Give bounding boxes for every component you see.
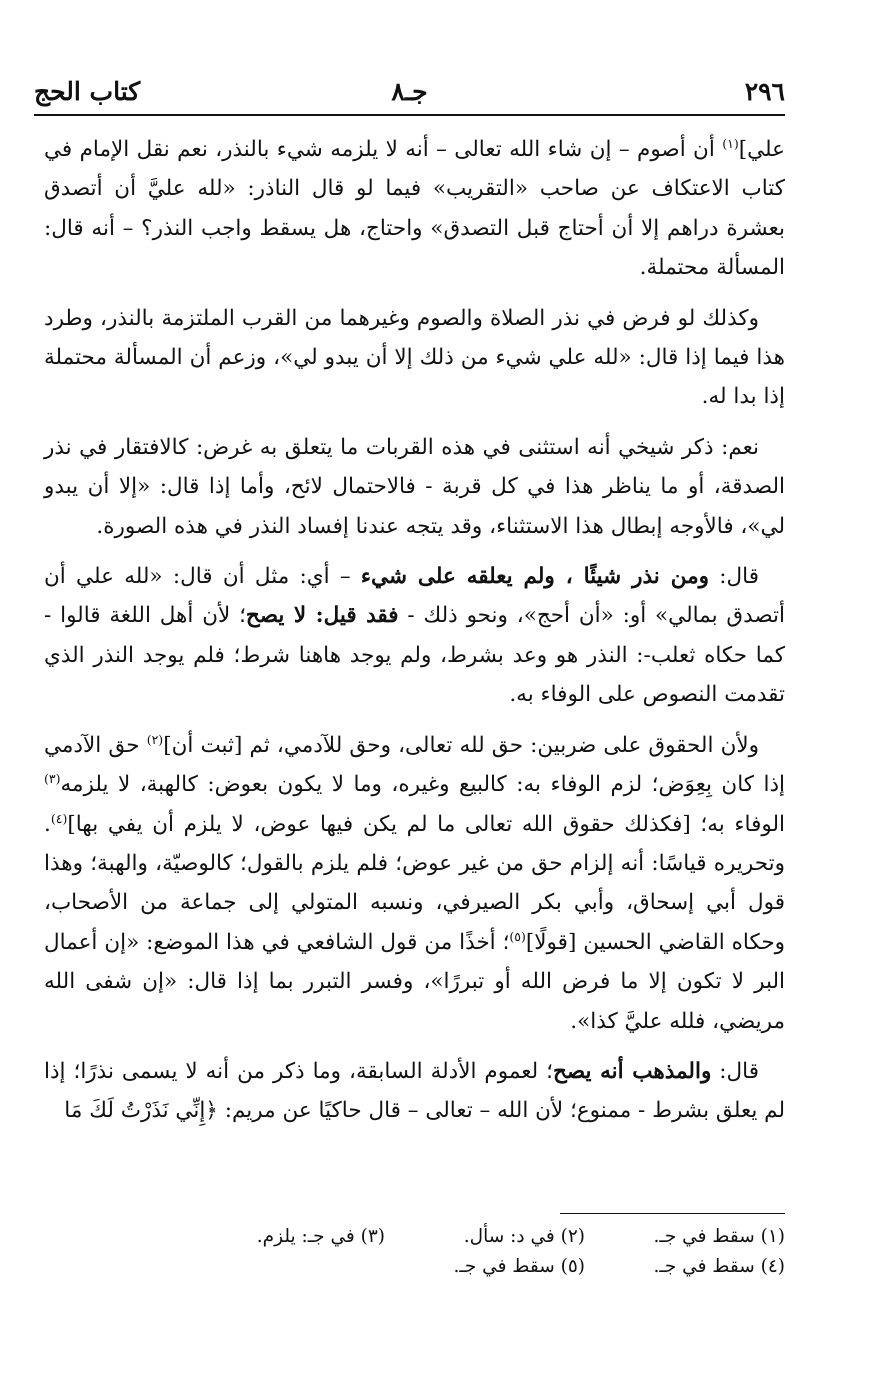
footnote-rule: [560, 1213, 785, 1214]
footnote-row: [160, 1252, 785, 1282]
bold-matn-text: ومن نذر شيئًا ، ولم يعلقه على شيء: [360, 564, 709, 590]
volume-label: جـ٨: [391, 77, 428, 106]
paragraph: [44, 726, 785, 1041]
text-run: قال:: [711, 1058, 759, 1084]
text-run: . وتحريره قياسًا: أنه إلزام حق من غير عوض؛ فلم يلزم بالقول؛ كالوصيّة، والهبة؛ وهذا قول أبي إسحاق، وأبي بكر الصيرفي، ونسبه المتولي إلى جماعة من الأصحاب، وحكاه القاضي الحسين [قولًا]: [44, 811, 785, 955]
footnote: [385, 1222, 585, 1252]
footnote-number: (١): [760, 1226, 785, 1247]
text-run: نعم: ذكر شيخي أنه استثنى في هذه القربات ما يتعلق به غرض: كالافتقار في نذر الصدقة، أو ما يناظر هذا في كل قربة - فالاحتمال لائح، وأما إذا قال: «إلا أن يبدو لي»، فالأوجه إبطال هذا الاستثناء، وقد يتجه عندنا إفساد النذر في هذه الصورة.: [44, 434, 785, 539]
running-header: [34, 62, 785, 106]
footnote-number: (٣): [360, 1226, 385, 1247]
paragraph: [44, 130, 785, 288]
footnote: [585, 1252, 785, 1282]
text-run: وكذلك لو فرض في نذر الصلاة والصوم وغيرهما من القرب الملتزمة بالنذر، وطرد هذا فيما إذا قال: «لله علي شيء من ذلك إلا أن يبدو لي»، وزعم أن المسألة محتملة إذا بدا له.: [44, 305, 785, 410]
footnote-reference: (٣): [44, 770, 61, 786]
text-run: ؛ لعموم الأدلة السابقة، وما ذكر من أنه لا يسمى نذرًا؛ إذا لم يعلق بشرط - ممنوع؛ لأن الله – تعالى – قال حاكيًا عن مريم: ﴿إِنِّي نَذَرْتُ لَكَ مَا: [44, 1058, 785, 1124]
bold-matn-text: فقد قيل: لا يصح: [245, 603, 399, 629]
text-run: ولأن الحقوق على ضربين: حق لله تعالى، وحق للآدمي، ثم [ثبت أن]: [163, 732, 759, 758]
footnote-number: (٥): [560, 1256, 585, 1277]
footnote-text: في جـ: يلزم.: [256, 1226, 355, 1247]
footnote-text: في د: سأل.: [463, 1226, 555, 1247]
footnote-text: سقط في جـ.: [653, 1226, 755, 1247]
page-number: ٢٩٦: [744, 77, 785, 106]
footnote-row: [160, 1222, 785, 1252]
text-run: علي]: [738, 137, 785, 162]
text-run: ؛ أخذًا من قول الشافعي في هذا الموضع: «إن أعمال البر لا تكون إلا ما فرض الله أو تبررًا»، وفسر التبرر بما إذا قال: «إن شفى الله مريضي، فلله عليَّ كذا».: [44, 929, 785, 1034]
paragraph: [44, 1052, 785, 1131]
bold-matn-text: والمذهب أنه يصح: [553, 1058, 712, 1084]
text-run: ؛ لأن أهل اللغة قالوا - كما حكاه ثعلب-: النذر هو وعد بشرط، ولم يوجد هاهنا شرط؛ فلم يوجد النذر الذي تقدمت النصوص على الوفاء به.: [44, 603, 785, 708]
footnote-reference: (٢): [146, 731, 164, 747]
footnote-text: سقط في جـ.: [453, 1256, 555, 1277]
text-run: قال:: [709, 564, 759, 590]
footnote-text: سقط في جـ.: [653, 1256, 755, 1277]
footnote-number: (٢): [560, 1226, 585, 1247]
footnote: [385, 1252, 585, 1282]
header-rule: [34, 114, 785, 116]
footnote-reference: (١): [722, 135, 739, 151]
footnotes: [160, 1222, 785, 1282]
book-title: كتاب الحج: [34, 77, 141, 106]
text-run: الوفاء به؛ [فكذلك حقوق الله تعالى ما لم يكن فيها عوض، لا يلزم أن يفي بها]: [67, 811, 785, 837]
footnote: [585, 1222, 785, 1252]
footnote-reference: (٥): [509, 928, 526, 944]
text-run: – أي: مثل أن قال: «لله علي أن أتصدق بمالي» أو: «أن أحج»، ونحو ذلك -: [44, 564, 785, 629]
paragraph: [44, 557, 785, 715]
footnote-number: (٤): [760, 1256, 785, 1277]
footnote-reference: (٤): [50, 810, 68, 826]
footnote: [185, 1222, 385, 1252]
paragraph: [44, 428, 785, 546]
paragraph: [44, 299, 785, 417]
main-text: [44, 130, 785, 1142]
text-run: أن أصوم – إن شاء الله تعالى – أنه لا يلزمه شيء بالنذر، نعم نقل الإمام في كتاب الاعتكاف عن صاحب «التقريب» فيما لو قال الناذر: «لله عليَّ أن أتصدق بعشرة دراهم إلا أن أحتاج قبل التصدق» واحتاج، هل يسقط واجب النذر؟ – أنه قال: المسألة محتملة.: [44, 137, 785, 281]
text-run: حق الآدمي إذا كان بِعِوَض؛ لزم الوفاء به: كالبيع وغيره، وما لا يكون بعوض: كالهبة، لا يلزمه: [44, 732, 785, 798]
